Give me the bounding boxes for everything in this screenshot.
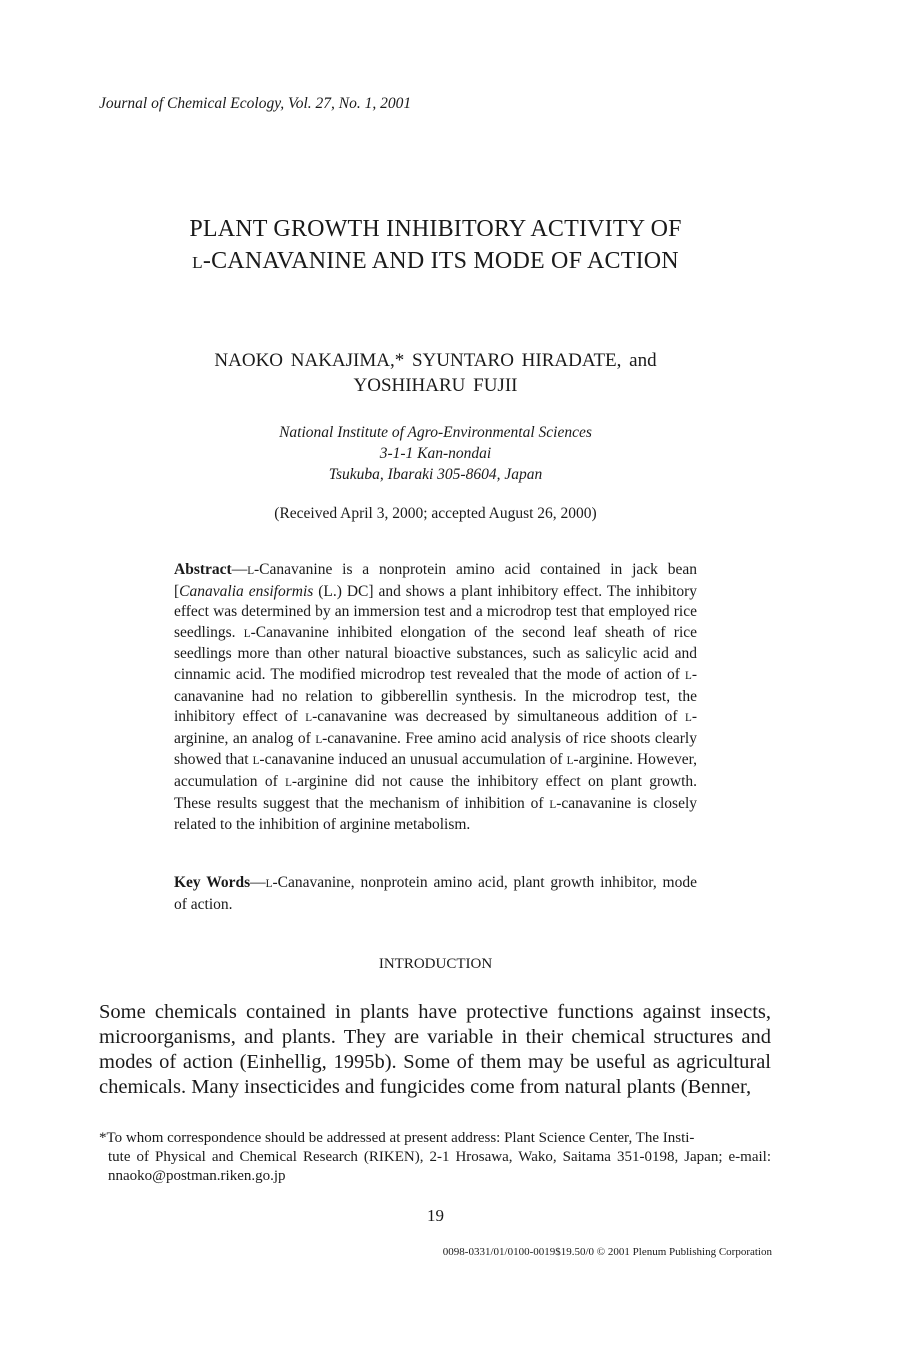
- abstract-text: (L.) DC] and shows a plant inhibitory effect. The inhibitory effect was determined by an immersion test and a microdrop test that employed rice seedlings.: [174, 582, 697, 641]
- abstract-text: —: [231, 561, 248, 578]
- title-line-1: PLANT GROWTH INHIBITORY ACTIVITY OF: [189, 216, 682, 242]
- abstract-text: -canavanine. Free amino acid analysis of rice shoots clearly showed that: [174, 729, 697, 769]
- received-dates: (Received April 3, 2000; accepted August 26, 2000): [274, 505, 597, 522]
- introduction-paragraph: Some chemicals contained in plants have protective functions against insects, microorganisms, and plants. They are variable in their chemical structures and modes of action (Einhellig, 1995b). Some of them may be useful as agricultural chemicals. Many insecticides and fungicides come from natural plants (Benner,: [99, 1001, 771, 1098]
- small-caps-l: L: [685, 712, 692, 725]
- copyright-line: 0098-0331/01/0100-0019$19.50/0 © 2001 Plenum Publishing Corporation: [442, 1246, 772, 1258]
- author-list: [100, 348, 771, 398]
- keywords-label: Key Words: [174, 874, 251, 891]
- section-heading-introduction: INTRODUCTION: [378, 956, 493, 972]
- abstract-text: -canavanine had no relation to gibberellin synthesis. In the microdrop test, the inhibitory effect of: [174, 665, 697, 726]
- small-caps-l: L: [243, 627, 251, 640]
- abstract-text: -arginine, an analog of: [174, 708, 697, 747]
- abstract-text: -canavanine induced an unusual accumulation of: [259, 751, 567, 769]
- key-words: [174, 873, 697, 915]
- small-caps-l: L: [566, 755, 574, 768]
- small-caps-l: L: [305, 712, 313, 725]
- small-caps-l: L: [285, 776, 292, 789]
- page-number: 19: [427, 1206, 444, 1225]
- abstract-text: -Canavanine inhibited elongation of the second leaf sheath of rice seedlings more than other natural bioactive substances, such as salicylic acid and cinnamic acid. The modified microdrop test revealed that the mode of action of: [174, 623, 698, 683]
- small-caps-l: L: [315, 733, 323, 746]
- small-caps-l: L: [192, 253, 203, 272]
- small-caps-l: L: [265, 878, 273, 890]
- abstract-text: -Canavanine is a nonprotein amino acid contained in jack bean [: [174, 561, 697, 600]
- small-caps-l: L: [549, 798, 557, 811]
- title-line-2-text: -CANAVANINE AND ITS MODE OF ACTION: [202, 248, 679, 274]
- small-caps-l: L: [685, 669, 692, 682]
- affiliation-line-2: 3-1-1 Kan-nondai: [379, 445, 492, 462]
- abstract-text: -canavanine was decreased by simultaneous addition of: [312, 708, 685, 726]
- correspondence-footnote: [99, 1129, 771, 1186]
- journal-citation: Journal of Chemical Ecology, Vol. 27, No. 1, 2001: [99, 95, 412, 112]
- footnote-line-1: *To whom correspondence should be addressed at present address: Plant Science Center, The Insti-: [99, 1130, 695, 1146]
- article-title: [100, 213, 771, 279]
- species-name: Canavalia ensiformis: [179, 582, 314, 600]
- abstract-text: -arginine did not cause the inhibitory effect on plant growth. These results suggest that the mechanism of inhibition of: [174, 772, 698, 812]
- authors-line-2: YOSHIHARU FUJII: [353, 375, 518, 396]
- small-caps-l: L: [252, 755, 260, 768]
- affiliation: [100, 422, 771, 485]
- footnote-continuation: tute of Physical and Chemical Research (RIKEN), 2-1 Hrosawa, Wako, Saitama 351-0198, Japan; e-mail: nnaoko@postman.riken.go.jp: [108, 1149, 771, 1184]
- affiliation-line-1: National Institute of Agro-Environmental Sciences: [279, 424, 592, 441]
- abstract-text: -canavanine is closely related to the inhibition of arginine metabolism.: [174, 794, 698, 834]
- abstract-text: -arginine. However, accumulation of: [174, 751, 698, 790]
- affiliation-line-3: Tsukuba, Ibaraki 305-8604, Japan: [328, 466, 543, 483]
- authors-line-1: NAOKO NAKAJIMA,* SYUNTARO HIRADATE, and: [214, 350, 657, 371]
- abstract: [174, 560, 697, 836]
- keywords-text: -Canavanine, nonprotein amino acid, plant growth inhibitor, mode of action.: [174, 874, 697, 913]
- title-line-2: [100, 245, 771, 279]
- small-caps-l: L: [247, 565, 255, 577]
- keywords-dash: —: [250, 874, 266, 891]
- abstract-label: Abstract: [174, 561, 232, 578]
